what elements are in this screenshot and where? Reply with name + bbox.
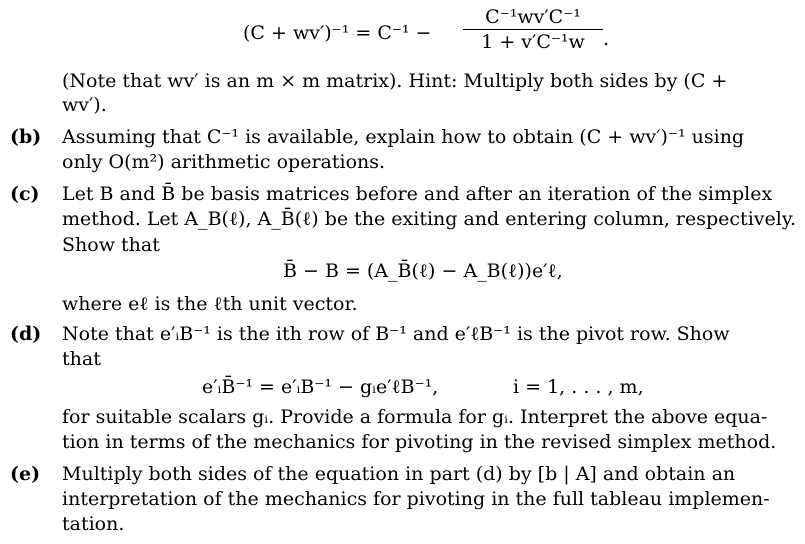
item-d-after-1: for suitable scalars gᵢ. Provide a formula for gᵢ. Interpret the above equa- (62, 406, 768, 428)
item-e-label: (e) (10, 463, 41, 485)
top-equation-period: . (603, 28, 610, 50)
fraction-bar (463, 29, 603, 30)
fraction-denominator: 1 + v′C⁻¹w (481, 31, 585, 53)
item-c-after: where eℓ is the ℓth unit vector. (62, 293, 358, 315)
item-e-line-2: interpretation of the mechanics for pivoting in the full tableau implemen- (62, 488, 770, 510)
fraction-numerator: C⁻¹wv′C⁻¹ (485, 6, 581, 28)
item-d-equation-range: i = 1, . . . , m, (513, 376, 644, 398)
item-d-label: (d) (10, 323, 42, 345)
top-equation-lhs-text: (C + wv′)⁻¹ = C⁻¹ − (243, 22, 432, 44)
item-d-after-2: tion in terms of the mechanics for pivoting in the revised simplex method. (62, 431, 777, 453)
note-line-1: (Note that wv′ is an m × m matrix). Hint: Multiply both sides by (C + (62, 70, 728, 92)
item-d-line-1: Note that e′ᵢB⁻¹ is the ith row of B⁻¹ and e′ℓB⁻¹ is the pivot row. Show (62, 323, 730, 345)
item-e-line-3: tation. (62, 513, 125, 535)
item-d-line-2: that (62, 348, 101, 370)
item-b-line-1: Assuming that C⁻¹ is available, explain how to obtain (C + wv′)⁻¹ using (62, 126, 745, 148)
item-c-label: (c) (10, 183, 40, 205)
item-b-label: (b) (10, 126, 42, 148)
item-d-equation: e′ᵢB̄⁻¹ = e′ᵢB⁻¹ − gᵢe′ℓB⁻¹, (202, 376, 439, 398)
item-c-line-2: method. Let A_B(ℓ), A_B̄(ℓ) be the exiting and entering column, respectively. (62, 208, 797, 230)
top-equation-lhs (243, 21, 431, 45)
item-c-line-1: Let B and B̄ be basis matrices before and after an iteration of the simplex (62, 183, 773, 205)
note-line-2: wv′). (62, 94, 107, 116)
item-c-line-3: Show that (62, 234, 160, 256)
item-c-equation: B̄ − B = (A_B̄(ℓ) − A_B(ℓ))e′ℓ, (283, 260, 563, 282)
item-e-line-1: Multiply both sides of the equation in part (d) by [b | A] and obtain an (62, 463, 736, 485)
top-equation-fraction (463, 6, 603, 53)
item-b-line-2: only O(m²) arithmetic operations. (62, 151, 386, 173)
